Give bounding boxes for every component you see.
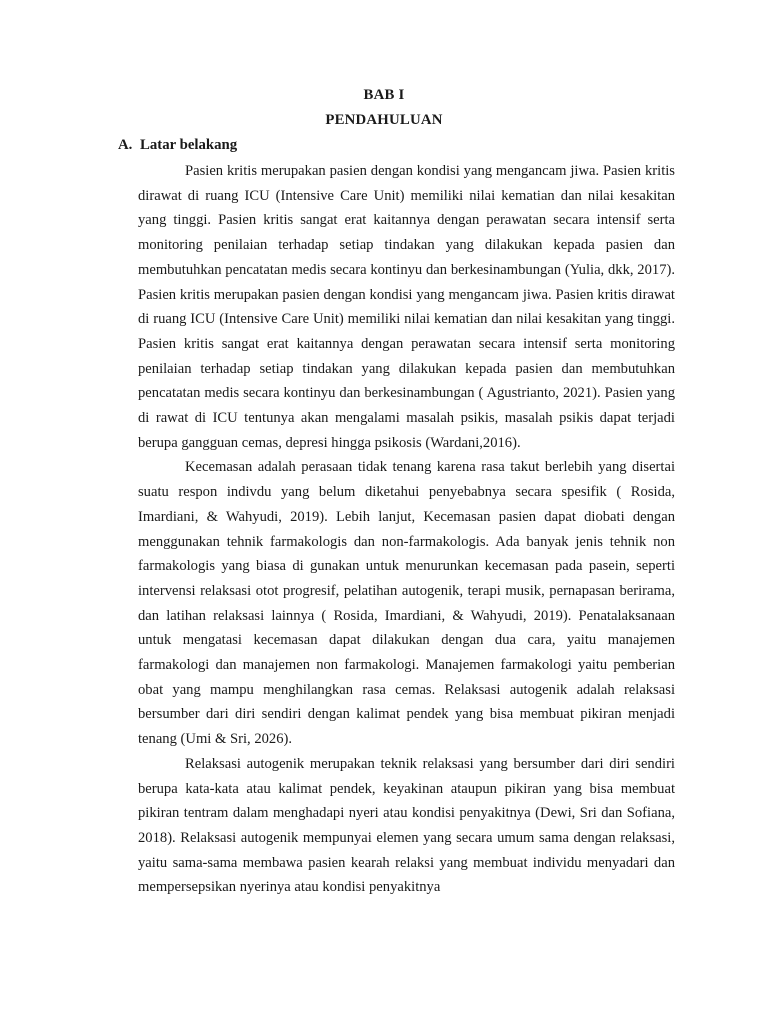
chapter-title: PENDAHULUAN: [325, 112, 443, 128]
paragraph: Relaksasi autogenik merupakan teknik relaksasi yang bersumber dari diri sendiri berupa kata-kata atau kalimat pendek, keyakinan ataupun pikiran yang bisa membuat pikiran tentram dalam menghadapi nyeri atau kondisi penyakitnya (Dewi, Sri dan Sofiana, 2018). Relaksasi autogenik mempunyai elemen yang secara umum sama dengan relaksasi, yaitu sama-sama membawa pasien kearah relaksi yang membuat individu menyadari dan mempersepsikan nyerinya atau kondisi penyakitnya: [138, 755, 675, 896]
section-title: Latar belakang: [140, 137, 238, 153]
section-number: A.: [118, 137, 133, 153]
paragraph: Pasien kritis merupakan pasien dengan kondisi yang mengancam jiwa. Pasien kritis dirawat di ruang ICU (Intensive Care Unit) memiliki nilai kematian dan nilai kesakitan yang tinggi. Pasien kritis sangat erat kaitannya dengan perawatan secara intensif serta monitoring penilaian terhadap setiap tindakan yang dilakukan kepada pasien dan membutuhkan pencatatan medis secara kontinyu dan berkesinambungan (Yulia, dkk, 2017). Pasien kritis merupakan pasien dengan kondisi yang mengancam jiwa. Pasien kritis dirawat di ruang ICU (Intensive Care Unit) memiliki nilai kematian dan nilai kesakitan yang tinggi. Pasien kritis sangat erat kaitannya dengan perawatan secara intensif serta monitoring penilaian terhadap setiap tindakan yang dilakukan kepada pasien dan membutuhkan pencatatan medis secara kontinyu dan berkesinambungan ( Agustrianto, 2021). Pasien yang di rawat di ICU tentunya akan mengalami masalah psikis, masalah psikis dapat terjadi berupa gangguan cemas, depresi hingga psikosis (Wardani,2016).: [138, 163, 675, 451]
paragraph: Kecemasan adalah perasaan tidak tenang karena rasa takut berlebih yang disertai suatu respon indivdu yang belum diketahui penyebabnya secara spesifik ( Rosida, Imardiani, & Wahyudi, 2019). Lebih lanjut, Kecemasan pasien dapat diobati dengan menggunakan tehnik farmakologis dan non-farmakologis. Ada banyak jenis tehnik non farmakologis yang biasa di gunakan untuk menurunkan kecemasan pada pasein, seperti intervensi relaksasi otot progresif, pelatihan autogenik, terapi musik, pernapasan berirama, dan latihan relaksasi lainnya ( Rosida, Imardiani, & Wahyudi, 2019). Penatalaksanaan untuk mengatasi kecemasan dapat dilakukan dengan dua cara, yaitu manajemen farmakologi dan manajemen non farmakologi. Manajemen farmakologi yaitu pemberian obat yang mampu menghilangkan rasa cemas. Relaksasi autogenik adalah relaksasi bersumber dari diri sendiri dengan kalimat pendek yang bisa membuat pikiran menjadi tenang (Umi & Sri, 2026).: [138, 459, 675, 748]
section-heading: [118, 137, 237, 154]
chapter-label: BAB I: [363, 87, 405, 103]
body-text: [138, 159, 675, 900]
